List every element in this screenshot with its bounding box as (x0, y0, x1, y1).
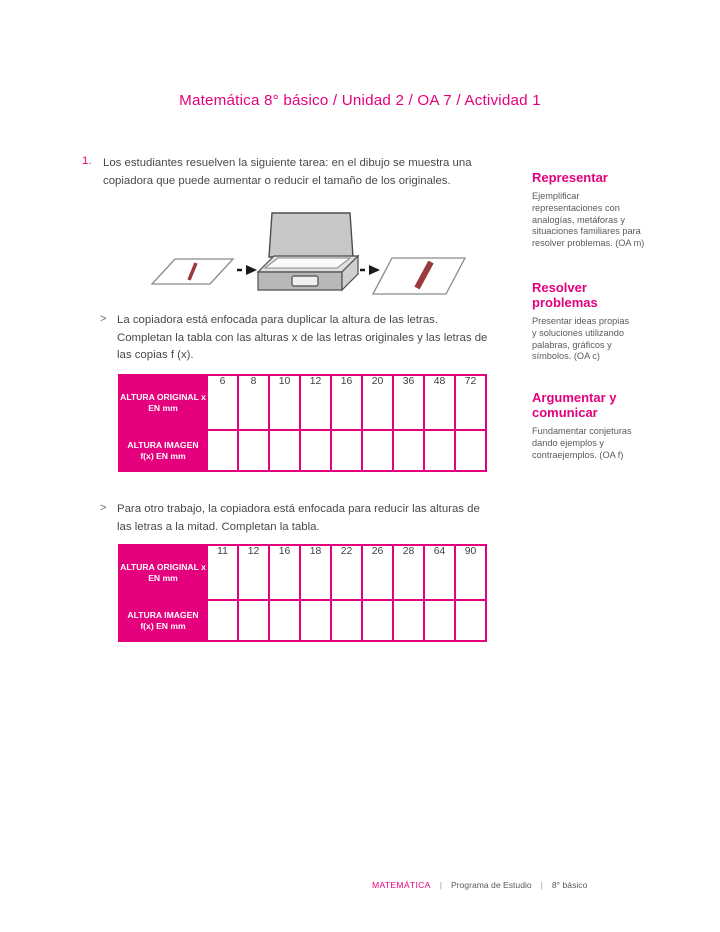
footer-separator: | (540, 880, 543, 890)
enlarged-copy-sheet-icon (373, 258, 465, 294)
footer-grade: 8° básico (551, 880, 588, 890)
row-header-original: ALTURA ORIGINAL x EN mm (119, 375, 207, 430)
skill-description: Ejemplificar representaciones con analogías, metáforas y situaciones familiares para resolver problemas. (OA m) (532, 191, 645, 249)
copier-diagram (146, 210, 476, 302)
footer-program: Programa de Estudio (450, 880, 532, 890)
original-value-cell: 26 (362, 545, 393, 600)
page-footer (372, 880, 587, 890)
answer-cell (269, 600, 300, 641)
bullet-marker: > (100, 313, 107, 325)
original-value-cell: 12 (300, 375, 331, 430)
original-value-cell: 72 (455, 375, 486, 430)
table-duplicate-heights (118, 374, 487, 472)
skill-title: Representar (532, 170, 608, 185)
answer-cell (300, 600, 331, 641)
answer-cell (207, 600, 238, 641)
bullet-text: La copiadora está enfocada para duplicar la altura de las letras. Completan la tabla con las alturas x de las letras originales y las letras de las copias f (x). (117, 314, 488, 361)
original-value-cell: 12 (238, 545, 269, 600)
row-header-image: ALTURA IMAGEN f(x) EN mm (119, 430, 207, 471)
bullet-marker: > (100, 502, 107, 514)
original-value-cell: 11 (207, 545, 238, 600)
page-title: Matemática 8° básico / Unidad 2 / OA 7 / Actividad 1 (179, 92, 541, 109)
answer-cell (269, 430, 300, 471)
original-sheet-icon (152, 259, 233, 284)
original-value-cell: 16 (331, 375, 362, 430)
copier-handle (292, 276, 318, 286)
answer-cell (424, 430, 455, 471)
skill-section-resolver-problemas (532, 280, 648, 363)
skill-title: Argumentar y comunicar (532, 390, 617, 420)
table-row (119, 545, 486, 600)
original-value-cell: 48 (424, 375, 455, 430)
copier-lid (269, 213, 353, 257)
answer-cell (300, 430, 331, 471)
original-value-cell: 16 (269, 545, 300, 600)
answer-cell (393, 600, 424, 641)
original-value-cell: 28 (393, 545, 424, 600)
original-value-cell: 64 (424, 545, 455, 600)
footer-brand: MATEMÁTICA (372, 880, 431, 890)
answer-cell (393, 430, 424, 471)
answer-cell (207, 430, 238, 471)
skill-description: Presentar ideas propias y soluciones utilizando palabras, gráficos y símbolos. (OA c) (532, 316, 630, 362)
task-bullet-reduce (100, 501, 527, 536)
answer-cell (331, 430, 362, 471)
table-reduce-heights (118, 544, 487, 642)
arrow-right-icon (360, 265, 380, 275)
original-value-cell: 22 (331, 545, 362, 600)
original-value-cell: 36 (393, 375, 424, 430)
answer-cell (362, 430, 393, 471)
original-value-cell: 10 (269, 375, 300, 430)
copier-icon (258, 213, 358, 290)
answer-cell (455, 600, 486, 641)
original-value-cell: 8 (238, 375, 269, 430)
answer-cell (238, 430, 269, 471)
skill-section-representar (532, 170, 648, 250)
row-header-original: ALTURA ORIGINAL x EN mm (119, 545, 207, 600)
row-header-image: ALTURA IMAGEN f(x) EN mm (119, 600, 207, 641)
bullet-text: Para otro trabajo, la copiadora está enfocada para reducir las alturas de las letras a la mitad. Completan la tabla. (117, 503, 480, 533)
table-row (119, 375, 486, 430)
table-row (119, 600, 486, 641)
answer-cell (238, 600, 269, 641)
answer-cell (362, 600, 393, 641)
activity-intro: Los estudiantes resuelven la siguiente tarea: en el dibujo se muestra una copiadora que puede aumentar o reducir el tamaño de los originales. (103, 157, 472, 187)
skill-section-argumentar-comunicar (532, 390, 648, 461)
original-value-cell: 20 (362, 375, 393, 430)
task-bullet-duplicate (100, 312, 527, 365)
skill-title: Resolver problemas (532, 280, 598, 310)
arrow-right-icon (237, 265, 257, 275)
table-row (119, 430, 486, 471)
footer-separator: | (439, 880, 442, 890)
answer-cell (455, 430, 486, 471)
original-value-cell: 90 (455, 545, 486, 600)
copier-glass (265, 258, 350, 268)
answer-cell (331, 600, 362, 641)
activity-number: 1. (82, 155, 92, 167)
original-value-cell: 6 (207, 375, 238, 430)
answer-cell (424, 600, 455, 641)
skill-description: Fundamentar conjeturas dando ejemplos y contraejemplos. (OA f) (532, 426, 632, 460)
original-value-cell: 18 (300, 545, 331, 600)
